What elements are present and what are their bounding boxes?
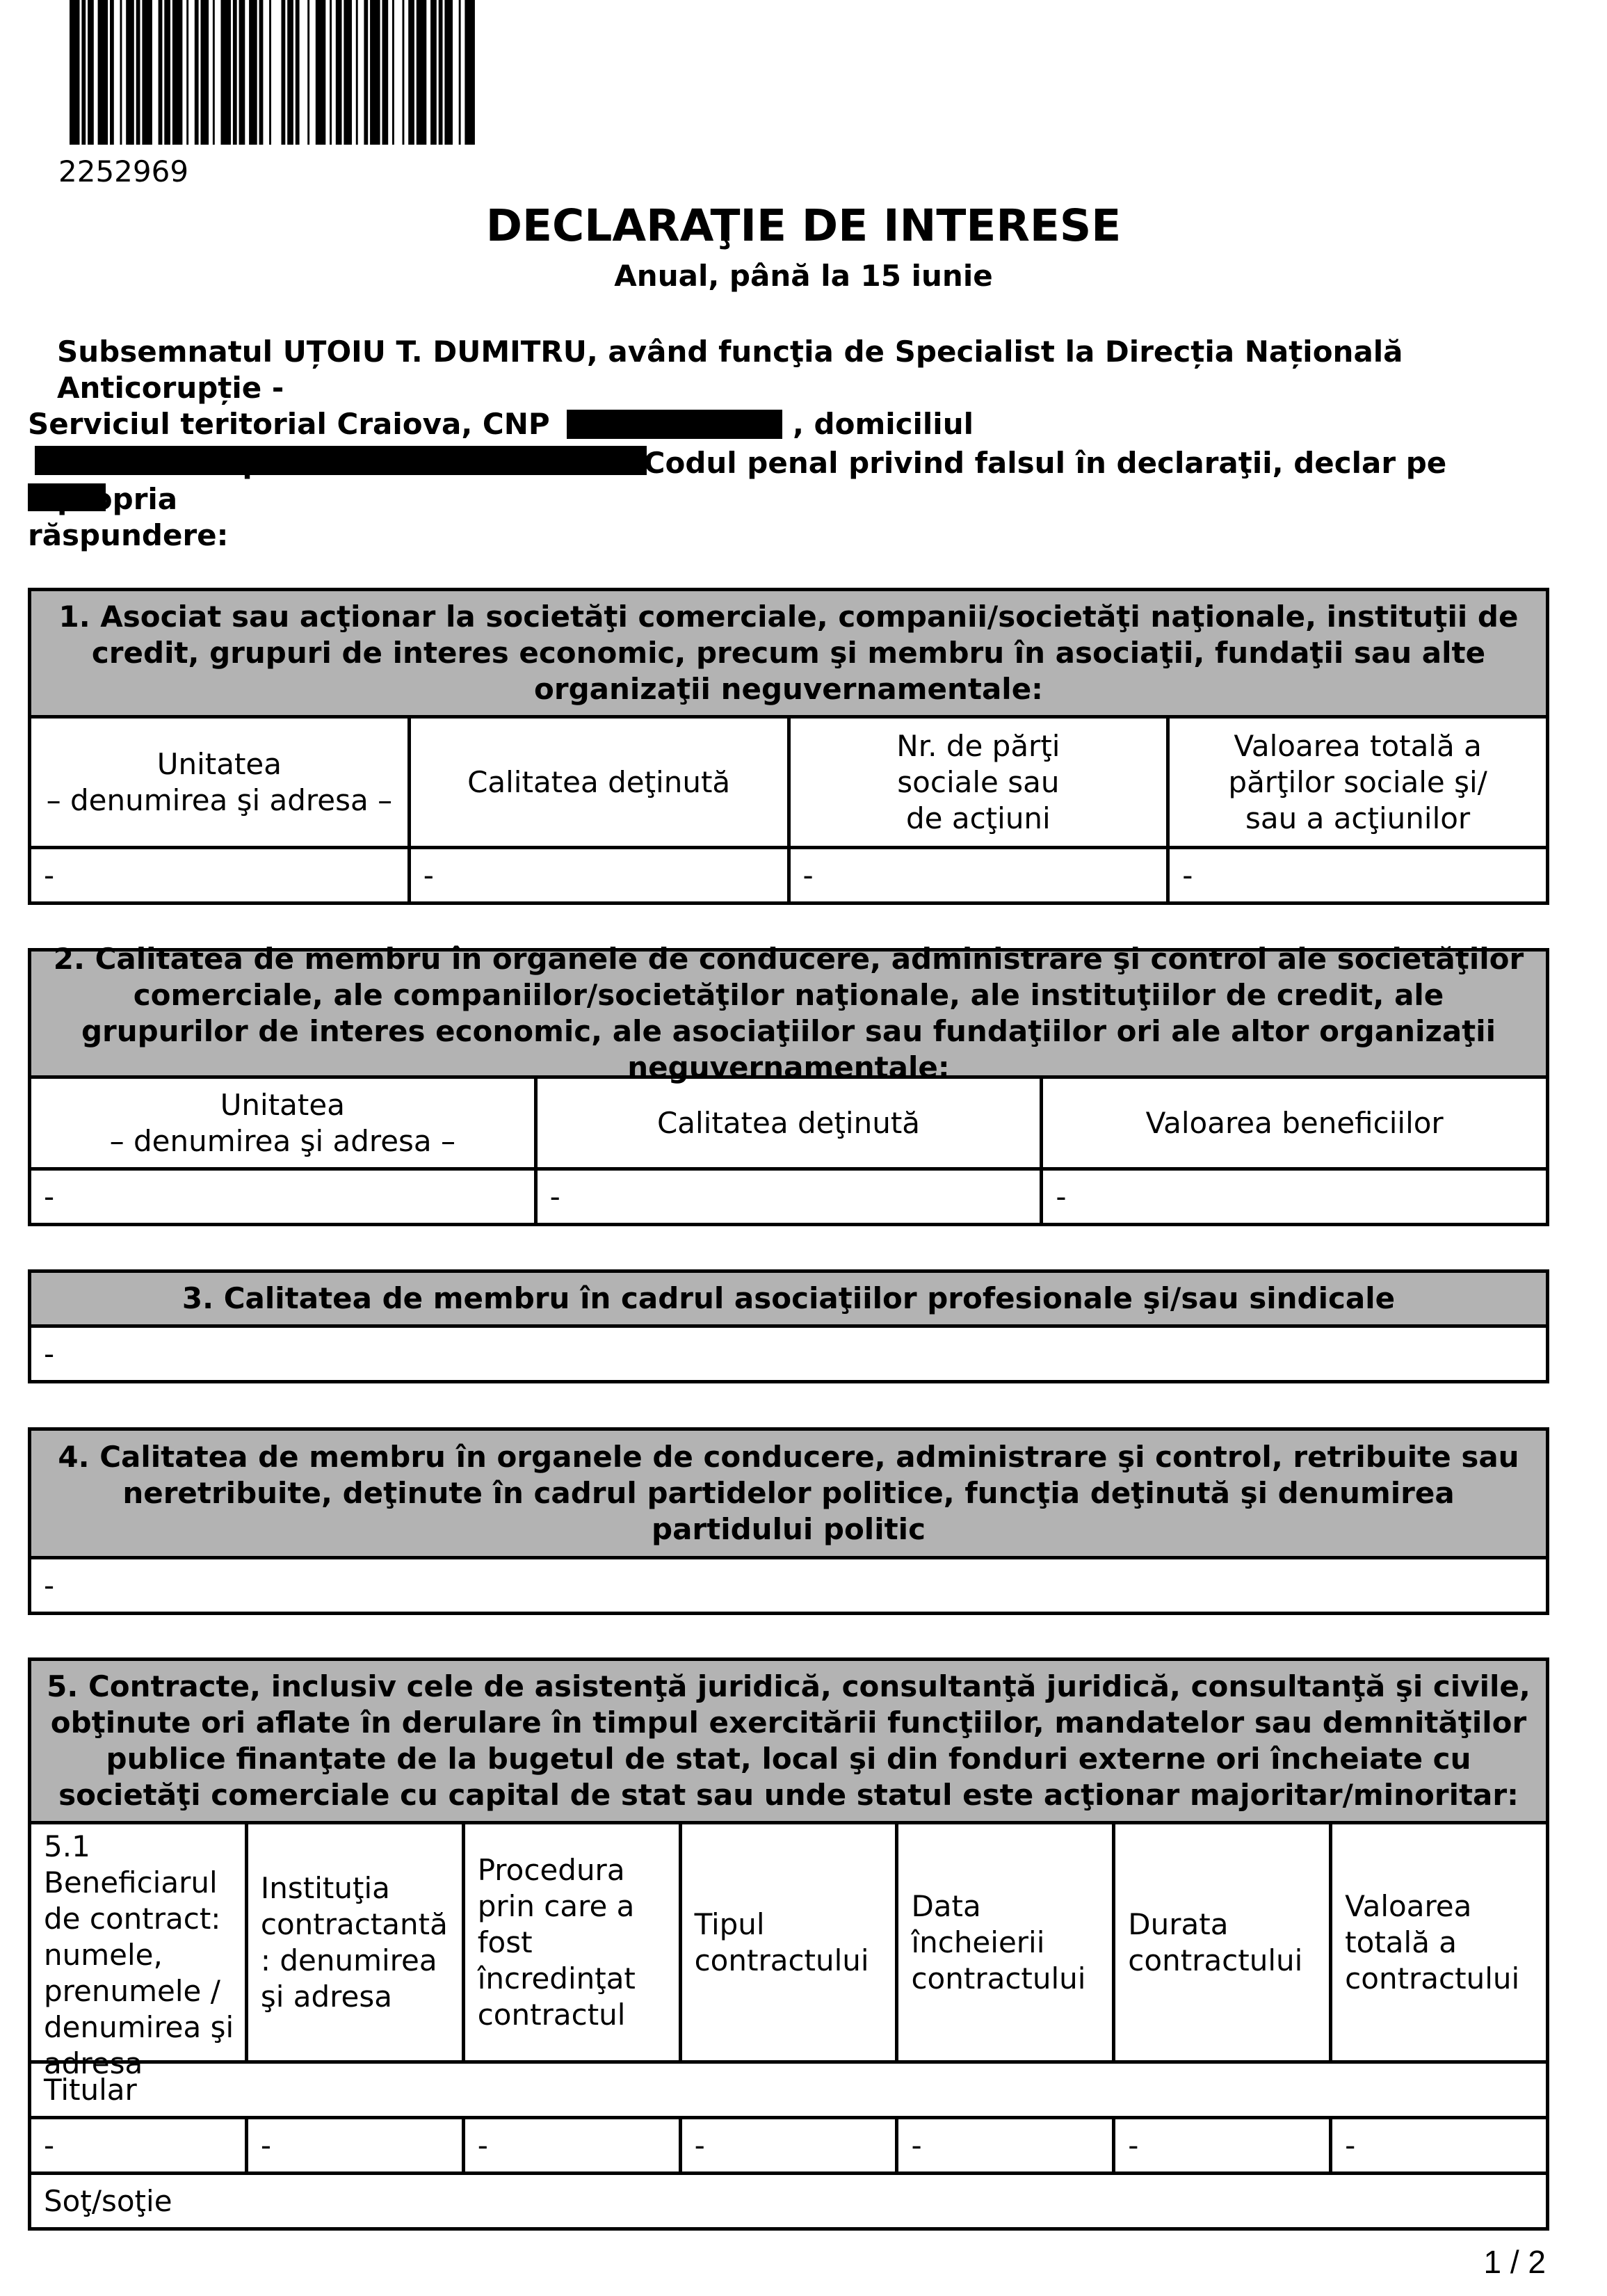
table-cell: - bbox=[245, 2119, 462, 2171]
page-number: 1 / 2 bbox=[1483, 2244, 1546, 2280]
col-unit: Unitatea – denumirea şi adresa – bbox=[46, 746, 393, 817]
barcode bbox=[70, 0, 855, 145]
col-contract-type: Tipul contractului bbox=[679, 1824, 896, 2060]
declaration-line-2: răspundere: bbox=[28, 518, 229, 552]
intro-line-1: Subsemnatul UȚOIU T. DUMITRU, având funcţia de Specialist la Direcția Națională Anticorupție - bbox=[57, 335, 1403, 405]
titular-label-row bbox=[31, 2060, 1546, 2116]
col-unit: Unitatea – denumirea şi adresa – bbox=[109, 1087, 456, 1158]
section-2-title: 2. Calitatea de membru în organele de conducere, administrare şi control ale societăţilor comerciale, ale companiilor/societăţilor naţionale, ale instituţiilor de credit, ale grupurilor de interes economic, ale asociaţiilor sau fundaţiilor ori ale altor organizaţii neguvernamentale: bbox=[31, 952, 1546, 1075]
intro-line-2-text: Serviciul teritorial Craiova, CNP bbox=[28, 407, 550, 441]
section-3-table bbox=[28, 1269, 1549, 1383]
table-cell: - bbox=[407, 849, 787, 901]
titular-label: Titular bbox=[44, 2072, 137, 2107]
col-value: Valoarea totală a părţilor sociale şi/ sau a acţiunilor bbox=[1166, 718, 1546, 846]
table-row bbox=[31, 1556, 1546, 1612]
section-1-header-row bbox=[31, 715, 1546, 846]
col-beneficiary: 5.1 Beneficiarul de contract: numele, prenumele / denumirea şi adresa bbox=[44, 1829, 234, 2080]
table-row bbox=[31, 2116, 1546, 2171]
table-row bbox=[31, 1167, 1546, 1223]
page-subtitle: Anual, până la 15 iunie bbox=[614, 259, 993, 293]
col-shares: Nr. de părţi sociale sau de acţiuni bbox=[787, 718, 1167, 846]
section-2-header-row bbox=[31, 1075, 1546, 1167]
table-cell: - bbox=[44, 1179, 55, 1214]
table-cell: - bbox=[534, 1171, 1040, 1223]
table-cell: - bbox=[462, 2119, 679, 2171]
document-number: 2252969 bbox=[58, 154, 189, 188]
section-3-title: 3. Calitatea de membru în cadrul asociaţiilor profesionale şi/sau sindicale bbox=[31, 1273, 1546, 1324]
col-benefits: Valoarea beneficiilor bbox=[1040, 1079, 1546, 1167]
table-cell: - bbox=[1112, 2119, 1329, 2171]
table-cell: - bbox=[44, 2128, 55, 2162]
table-cell: - bbox=[1040, 1171, 1546, 1223]
col-capacity: Calitatea deţinută bbox=[534, 1079, 1040, 1167]
section-1-title: 1. Asociat sau acţionar la societăţi comerciale, companii/societăţi naţionale, instituţii de credit, grupuri de interes economic, precum şi membru în asociaţii, fundaţii sau alte organizaţii neguvernamentale: bbox=[31, 591, 1546, 715]
table-cell: - bbox=[44, 1336, 55, 1371]
table-cell: - bbox=[679, 2119, 896, 2171]
declaration-paragraph bbox=[28, 445, 1551, 554]
col-capacity: Calitatea deţinută bbox=[407, 718, 787, 846]
section-5-header-row bbox=[31, 1821, 1546, 2080]
table-cell: - bbox=[787, 849, 1167, 901]
col-contract-value: Valoarea totală a contractului bbox=[1329, 1824, 1546, 2060]
section-5-table bbox=[28, 1657, 1549, 2231]
table-cell: - bbox=[44, 1568, 55, 1603]
table-cell: - bbox=[895, 2119, 1112, 2171]
col-institution: Instituţia contractantă : denumirea şi adresa bbox=[245, 1824, 462, 2060]
table-row bbox=[31, 1324, 1546, 1380]
section-1-table bbox=[28, 588, 1549, 905]
page-title: DECLARAŢIE DE INTERESE bbox=[485, 200, 1122, 251]
col-procedure: Procedura prin care a fost încredinţat contractul bbox=[462, 1824, 679, 2060]
section-4-title: 4. Calitatea de membru în organele de conducere, administrare şi control, retribuite sau neretribuite, deţinute în cadrul partidelor politice, funcţia deţinută şi denumirea partidului politic bbox=[31, 1431, 1546, 1556]
table-row bbox=[31, 846, 1546, 901]
section-2-table bbox=[28, 942, 1549, 1226]
col-contract-duration: Durata contractului bbox=[1112, 1824, 1329, 2060]
spouse-label: Soţ/soţie bbox=[44, 2183, 172, 2218]
col-contract-date: Data încheierii contractului bbox=[895, 1824, 1112, 2060]
declaration-line-1: cunoscând prevederile art. 292 din Codul penal privind falsul în declaraţii, declar pe propria bbox=[57, 446, 1447, 516]
section-4-table bbox=[28, 1427, 1549, 1615]
redacted-cnp bbox=[567, 410, 782, 439]
table-cell: - bbox=[44, 858, 55, 892]
spouse-label-row bbox=[31, 2171, 1546, 2227]
table-cell: - bbox=[1166, 849, 1546, 901]
intro-line-2-domicile: , domiciliul bbox=[792, 407, 974, 441]
section-5-title: 5. Contracte, inclusiv cele de asistenţă juridică, consultanţă juridică, consultanţă şi civile, obţinute ori aflate în derulare în timpul exercitării funcţiilor, mandatelor sau demnităţilor publice finanţate de la bugetul de stat, local şi din fonduri externe ori încheiate cu societăţi comerciale cu capital de stat sau unde statul este acţionar majoritar/minoritar: bbox=[31, 1661, 1546, 1821]
table-cell: - bbox=[1329, 2119, 1546, 2171]
